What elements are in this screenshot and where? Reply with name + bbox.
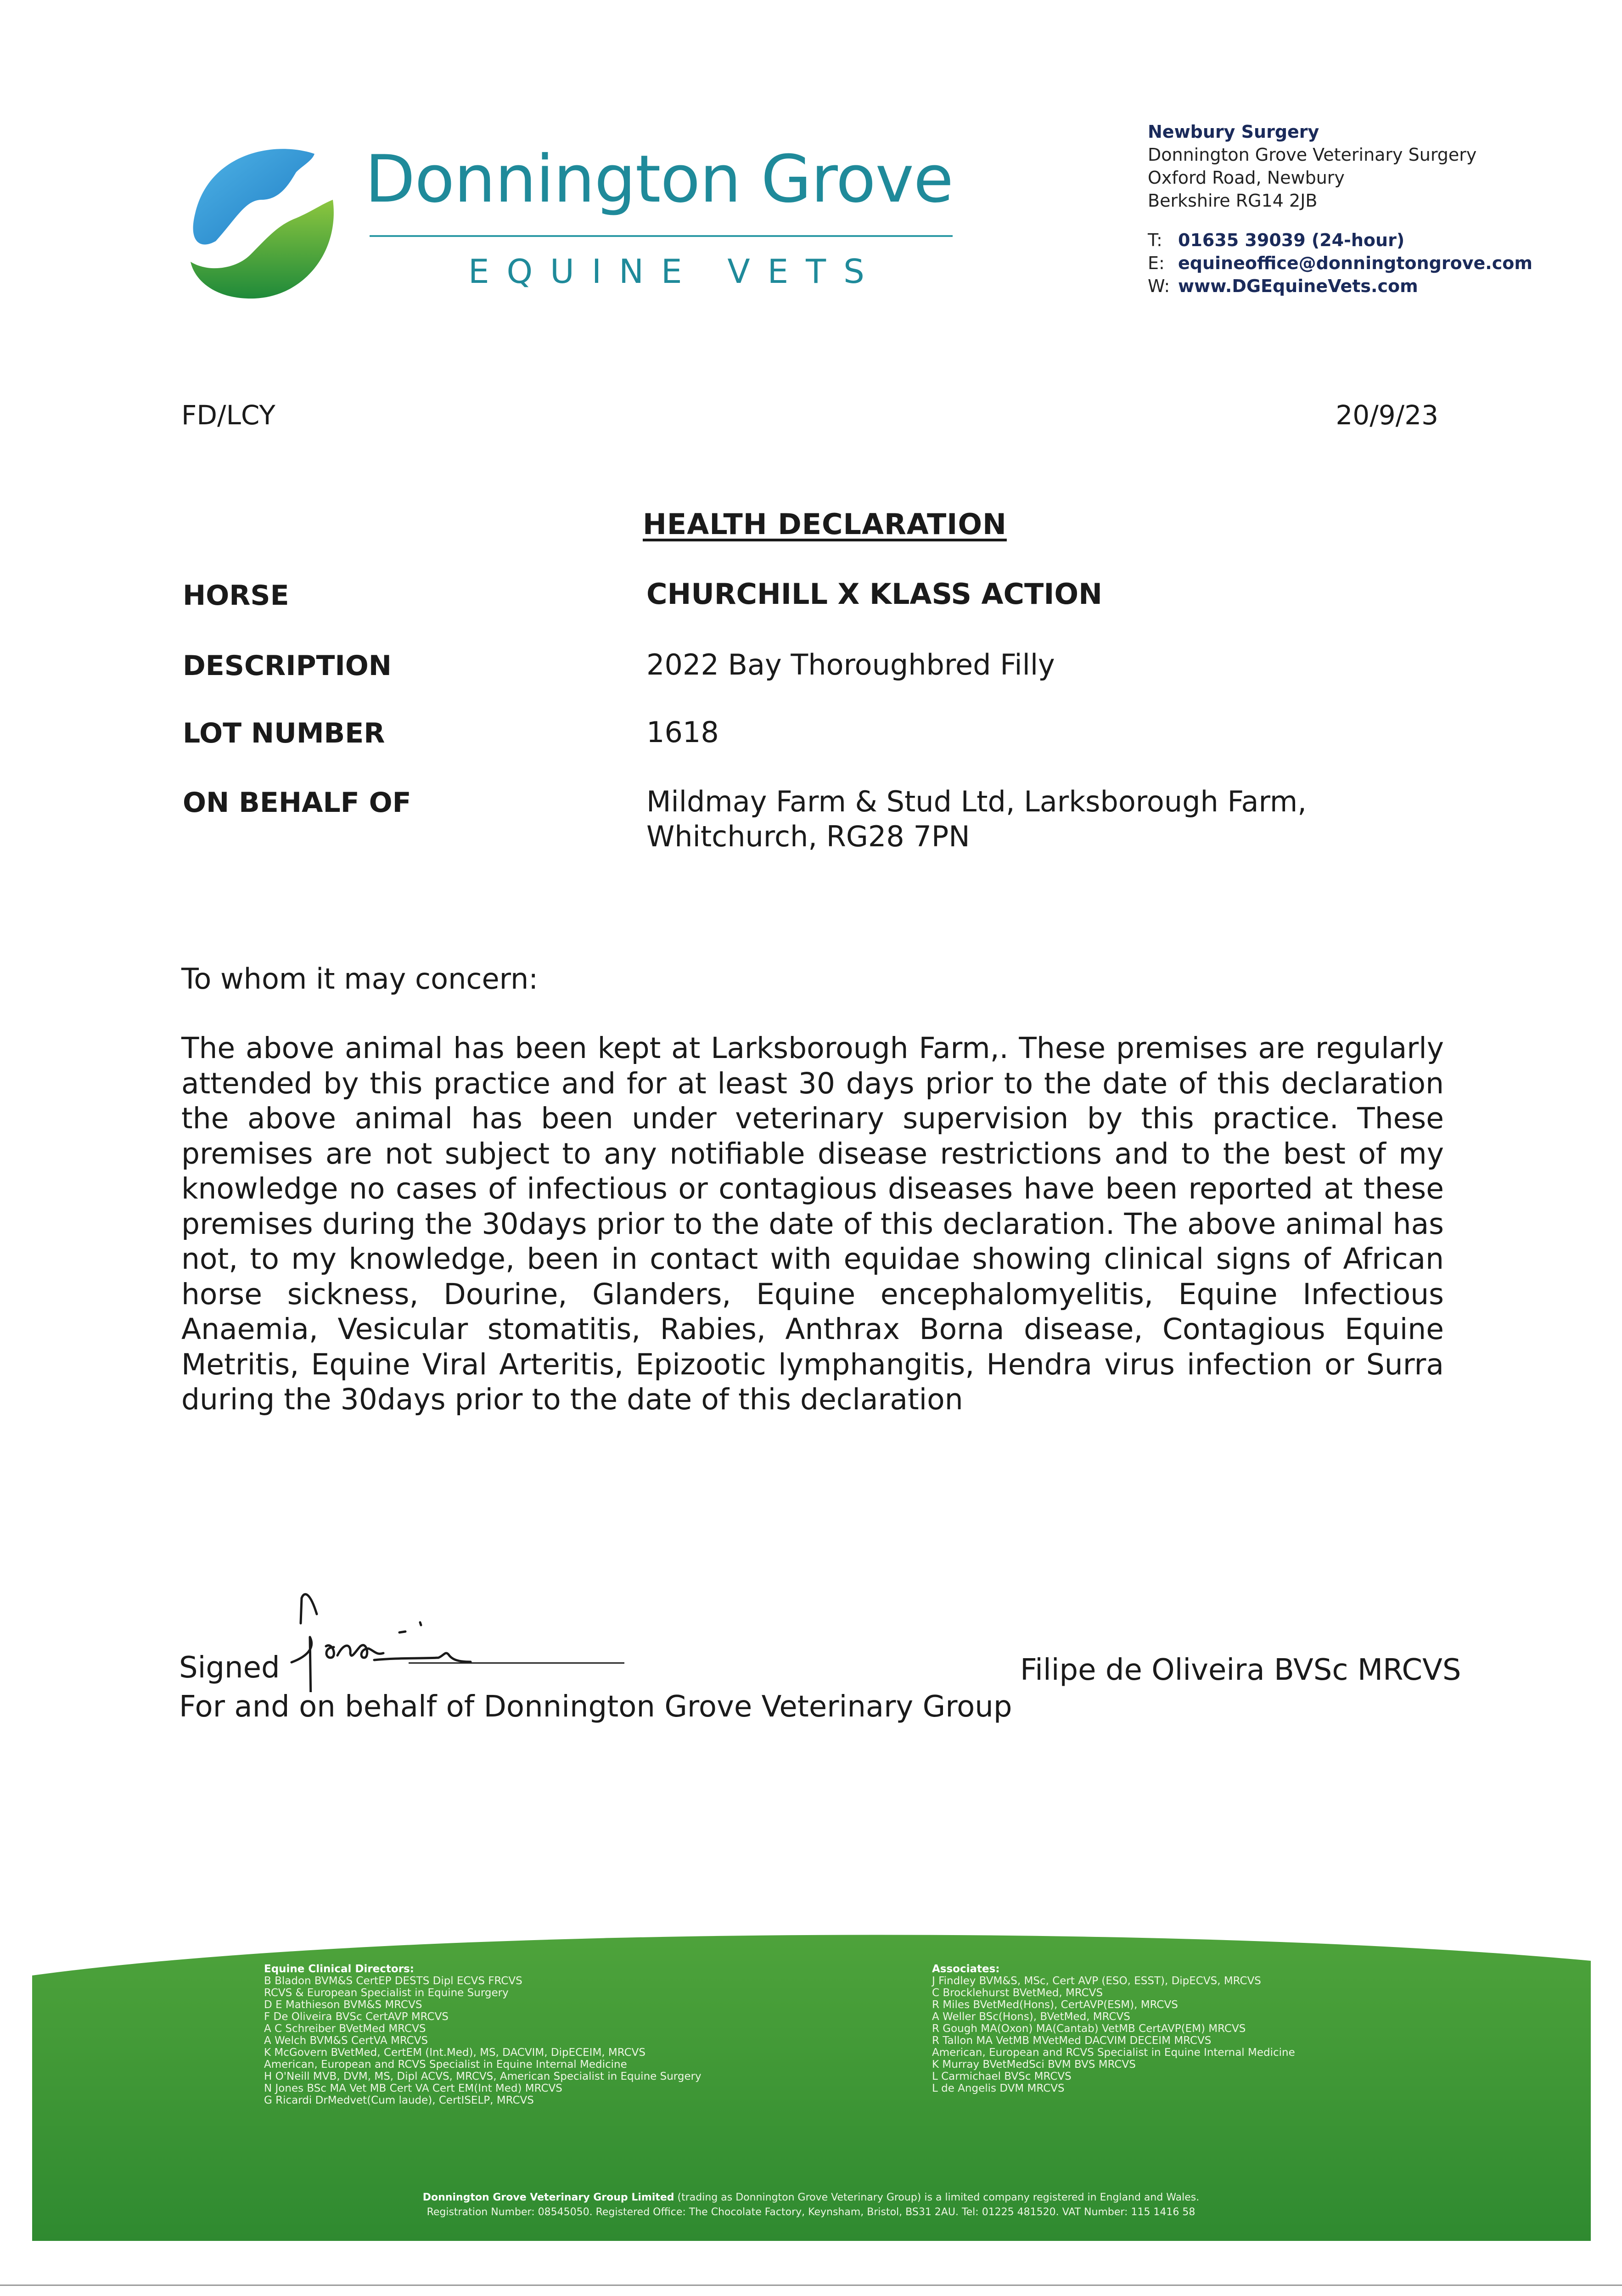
company-trading-note: (trading as Donnington Grove Veterinary Group) is a limited company registered in England and Wales. xyxy=(677,2192,1200,2203)
directors-title: Equine Clinical Directors: xyxy=(264,1963,414,1975)
phone-row xyxy=(1148,229,1532,252)
brand-divider xyxy=(370,235,953,237)
associate-entry: L Carmichael BVSc MRCVS xyxy=(932,2071,1072,2082)
phone-number: 01635 39039 (24-hour) xyxy=(1178,230,1405,250)
field-label-description: DESCRIPTION xyxy=(183,650,392,682)
address-line: Oxford Road, Newbury xyxy=(1148,168,1345,188)
email-label: E: xyxy=(1148,253,1165,273)
director-entry: RCVS & European Specialist in Equine Surgery xyxy=(264,1987,509,1999)
reference-code: FD/LCY xyxy=(181,400,275,431)
email-row xyxy=(1148,252,1532,275)
field-label-on-behalf-of: ON BEHALF OF xyxy=(183,787,411,819)
clinical-directors-list xyxy=(264,1963,907,2106)
company-line xyxy=(0,2190,1622,2205)
associate-entry: American, European and RCVS Specialist in Equine Internal Medicine xyxy=(932,2047,1295,2059)
address-line: Berkshire RG14 2JB xyxy=(1148,191,1318,211)
director-entry: H O'Neill MVB, DVM, MS, Dipl ACVS, MRCVS, American Specialist in Equine Surgery xyxy=(264,2071,702,2082)
associates-list xyxy=(932,1963,1529,2094)
field-label-horse: HORSE xyxy=(183,580,289,612)
associate-entry: L de Angelis DVM MRCVS xyxy=(932,2082,1065,2094)
on-behalf-of-line: Mildmay Farm & Stud Ltd, Larksborough Farm, xyxy=(646,785,1307,818)
handwritten-signature xyxy=(282,1564,631,1692)
field-value-description: 2022 Bay Thoroughbred Filly xyxy=(646,648,1055,681)
registration-line: Registration Number: 08545050. Registered Office: The Chocolate Factory, Keynsham, Bristol, BS31 2AU. Tel: 01225 481520. VAT Number: 115 1416 58 xyxy=(427,2206,1195,2218)
director-entry: N Jones BSc MA Vet MB Cert VA Cert EM(Int Med) MRCVS xyxy=(264,2082,562,2094)
associate-entry: A Weller BSc(Hons), BVetMed, MRCVS xyxy=(932,2011,1130,2023)
director-entry: A Welch BVM&S CertVA MRCVS xyxy=(264,2035,428,2047)
surgery-title: Newbury Surgery xyxy=(1148,122,1319,142)
brand-name: Donnington Grove xyxy=(365,141,954,217)
associates-title: Associates: xyxy=(932,1963,1000,1975)
declaration-title: HEALTH DECLARATION xyxy=(643,507,1007,541)
donnington-grove-logo xyxy=(181,145,347,301)
email-address: equineoffice@donningtongrove.com xyxy=(1178,253,1532,273)
company-registration xyxy=(0,2190,1622,2220)
field-value-lot-number: 1618 xyxy=(646,715,719,749)
company-name: Donnington Grove Veterinary Group Limited xyxy=(422,2192,674,2203)
phone-label: T: xyxy=(1148,230,1162,250)
field-label-lot-number: LOT NUMBER xyxy=(183,717,385,749)
signed-label: Signed xyxy=(179,1651,280,1685)
web-label: W: xyxy=(1148,276,1170,296)
associate-entry: C Brocklehurst BVetMed, MRCVS xyxy=(932,1987,1103,1999)
director-entry: G Ricardi DrMedvet(Cum laude), CertISELP, MRCVS xyxy=(264,2094,534,2106)
web-address: www.DGEquineVets.com xyxy=(1178,276,1418,296)
associate-entry: K Murray BVetMedSci BVM BVS MRCVS xyxy=(932,2059,1136,2071)
letter-date: 20/9/23 xyxy=(1336,400,1438,431)
signature-line xyxy=(409,1662,624,1664)
director-entry: A C Schreiber BVetMed MRCVS xyxy=(264,2023,426,2035)
associate-entry: R Gough MA(Oxon) MA(Cantab) VetMB CertAVP(EM) MRCVS xyxy=(932,2023,1246,2035)
web-row xyxy=(1148,275,1532,298)
director-entry: American, European and RCVS Specialist in Equine Internal Medicine xyxy=(264,2059,627,2071)
associate-entry: R Tallon MA VetMB MVetMed DACVIM DECEIM MRCVS xyxy=(932,2035,1212,2047)
declaration-body: The above animal has been kept at Larksborough Farm,. These premises are regularly attended by this practice and for at least 30 days prior to the date of this declaration the above animal has been under veterinary supervision by this practice. These premises are not subject to any notifiable disease restrictions and to the best of my knowledge no cases of infectious or contagious diseases have been reported at these premises during the 30days prior to the date of this declaration. The above animal has not, to my knowledge, been in contact with equidae showing clinical signs of African horse sickness, Dourine, Glanders, Equine encephalomyelitis, Equine Infectious Anaemia, Vesicular stomatitis, Rabies, Anthrax Borna disease, Contagious Equine Metritis, Equine Viral Arteritis, Epizootic lymphangitis, Hendra virus infection or Surra during the 30days prior to the date of this declaration xyxy=(181,1031,1444,1416)
signer-name: Filipe de Oliveira BVSc MRCVS xyxy=(1020,1653,1461,1687)
field-value-horse: CHURCHILL X KLASS ACTION xyxy=(646,577,1102,611)
address-line: Donnington Grove Veterinary Surgery xyxy=(1148,145,1477,165)
salutation: To whom it may concern: xyxy=(181,962,539,996)
associate-entry: R Miles BVetMed(Hons), CertAVP(ESM), MRCVS xyxy=(932,1999,1178,2011)
associate-entry: J Findley BVM&S, MSc, Cert AVP (ESO, ESST), DipECVS, MRCVS xyxy=(932,1975,1261,1987)
director-entry: F De Oliveira BVSc CertAVP MRCVS xyxy=(264,2011,449,2023)
director-entry: K McGovern BVetMed, CertEM (Int.Med), MS, DACVIM, DipECEIM, MRCVS xyxy=(264,2047,645,2059)
director-entry: B Bladon BVM&S CertEP DESTS Dipl ECVS FRCVS xyxy=(264,1975,522,1987)
director-entry: D E Mathieson BVM&S MRCVS xyxy=(264,1999,422,2011)
brand-subtitle: EQUINE VETS xyxy=(468,252,882,291)
contact-block xyxy=(1148,120,1532,298)
field-value-on-behalf-of xyxy=(646,784,1307,854)
on-behalf-of-line: Whitchurch, RG28 7PN xyxy=(646,820,970,853)
footer-rule xyxy=(0,2285,1622,2286)
on-behalf-statement: For and on behalf of Donnington Grove Veterinary Group xyxy=(179,1690,1012,1724)
